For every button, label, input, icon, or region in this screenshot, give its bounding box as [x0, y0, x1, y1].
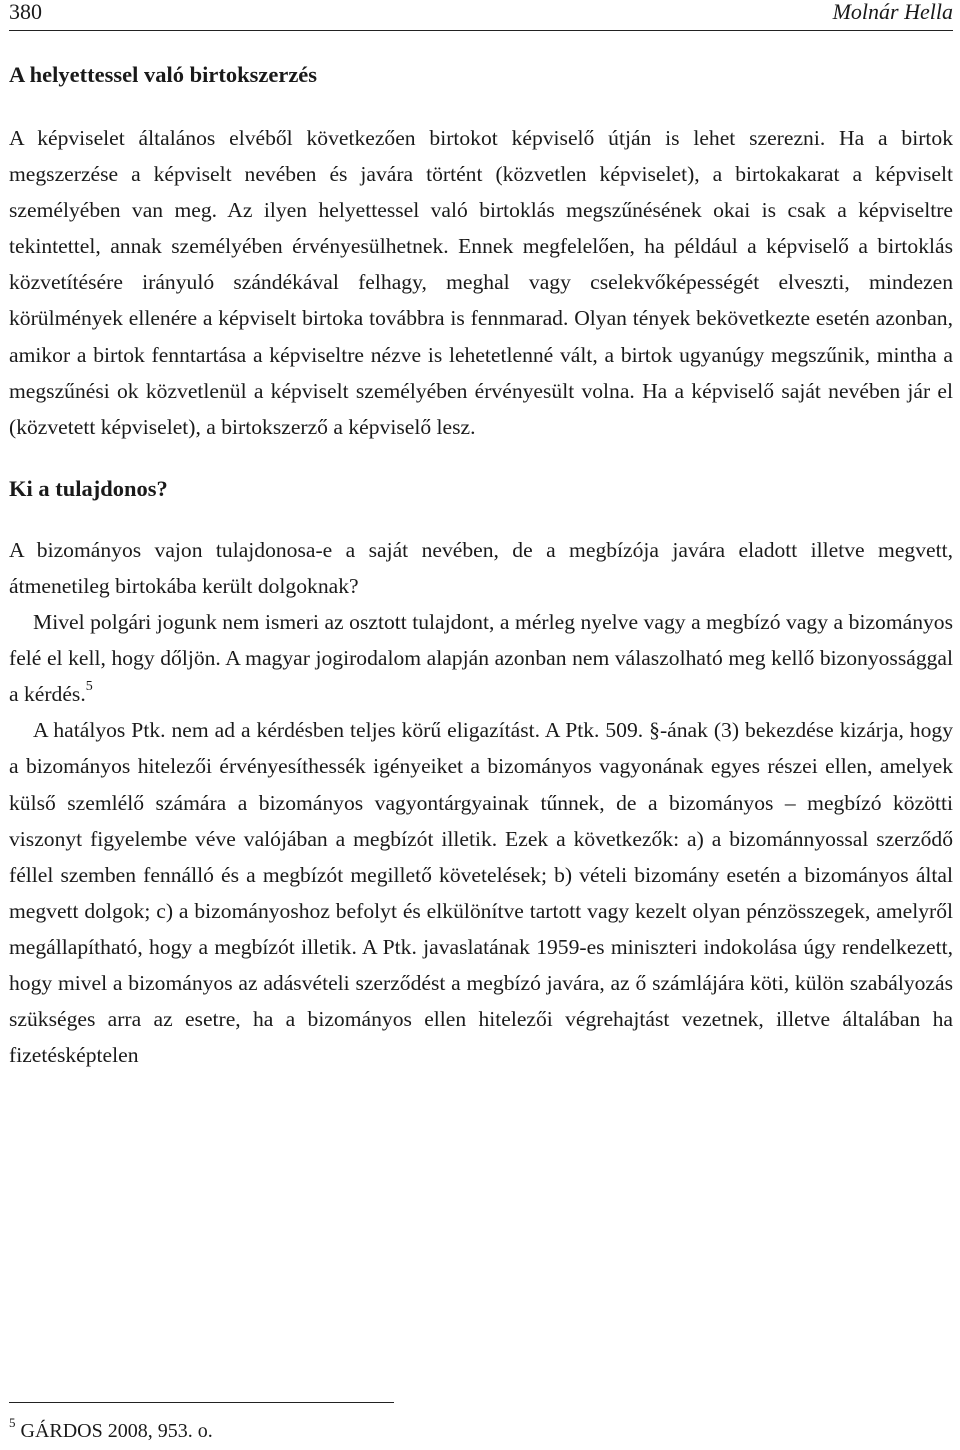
paragraph-hatalyos-ptk: A hatályos Ptk. nem ad a kérdésben teljes körű eligazítást. A Ptk. 509. §-ának (3) bekezdése kizárja, hogy a bizományos hitelezői érvényesíthessék igényeiket a bizományos vagyonának egyes részei ellen, amelyek külső szemlélő számára a bizományos vagyontárgyainak tűnnek, de a bizományos – megbízó közötti viszonyt figyelembe véve valójában a megbízót illetik. Ezek a következők: a) a bizománnyossal szerződő féllel szemben fennálló és a megbízót megillető követelések; b) vételi bizomány esetén a bizományos által megvett dolgok; c) a bizományoshoz befolyt és elkülönítve tartott vagy kezelt olyan pénzösszegek, amelyről megállapítható, hogy a megbízót illetik. A Ptk. javaslatának 1959-es miniszteri indokolása úgy rendelkezett, hogy mivel a bizományos az adásvételi szerződést a megbízó javára, az ő számlájára köti, külön szabályozás szükséges arra az esetre, ha a bizományos ellen hitelezői végrehajtást vezetnek, illetve általában ha fizetésképtelen: [9, 718, 953, 1068]
page: [9, 0, 953, 1073]
running-author: Molnár Hella: [832, 0, 953, 24]
paragraph-bizomanyos-kerdes: A bizományos vajon tulajdonosa-e a saját nevében, de a megbízója javára eladott illetve megvett, átmenetileg birtokába került dolgoknak?: [9, 537, 953, 598]
section-heading-helyettessel: A helyettessel való birtokszerzés: [9, 62, 318, 87]
running-header: [9, 0, 953, 31]
paragraph-birtokszerzes: A képviselet általános elvéből következően birtokot képviselő útján is lehet szerezni. Ha a birtok megszerzése a képviselt nevében és javára történt (közvetlen képviselet), a birtokakarat a képviselt személyében van meg. Az ilyen helyettessel való birtoklás megszűnésének okai is csak a képviseltre tekintettel, annak személyében érvényesülhetnek. Ennek megfelelően, ha például a képviselő a birtoklás közvetítésére irányuló szándékával felhagy, meghal vagy cselekvőképességét elveszti, mindezen körülmények ellenére a képviselt birtoka továbbra is fennmarad. Olyan tények bekövetkezte esetén azonban, amikor a birtok fenntartása a képviseltre nézve is lehetetlenné vált, a birtok ugyanúgy megszűnik, mintha a megszűnési ok közvetlenül a képviselt személyében érvényesült volna. Ha a képviselő saját nevében jár el (közvetett képviselet), a birtokszerző a képviselő lesz.: [9, 126, 953, 439]
footnote: [9, 1415, 213, 1444]
footnote-text: GÁRDOS 2008, 953. o.: [20, 1420, 213, 1442]
paragraph-osztott-tulajdon-text: Mivel polgári jogunk nem ismeri az osztott tulajdont, a mérleg nyelve vagy a megbízó vagy a bizományos felé el kell, hogy dőljön. A magyar jogirodalom alapján azonban nem válaszolható meg kellő bizonyossággal a kérdés.: [9, 610, 953, 707]
footnote-number: 5: [9, 1415, 16, 1431]
footnote-reference[interactable]: 5: [85, 679, 93, 695]
section-heading-tulajdonos: Ki a tulajdonos?: [9, 475, 168, 501]
paragraph-osztott-tulajdon: [9, 604, 953, 712]
page-number: 380: [9, 0, 42, 24]
footnote-divider: [9, 1402, 394, 1403]
